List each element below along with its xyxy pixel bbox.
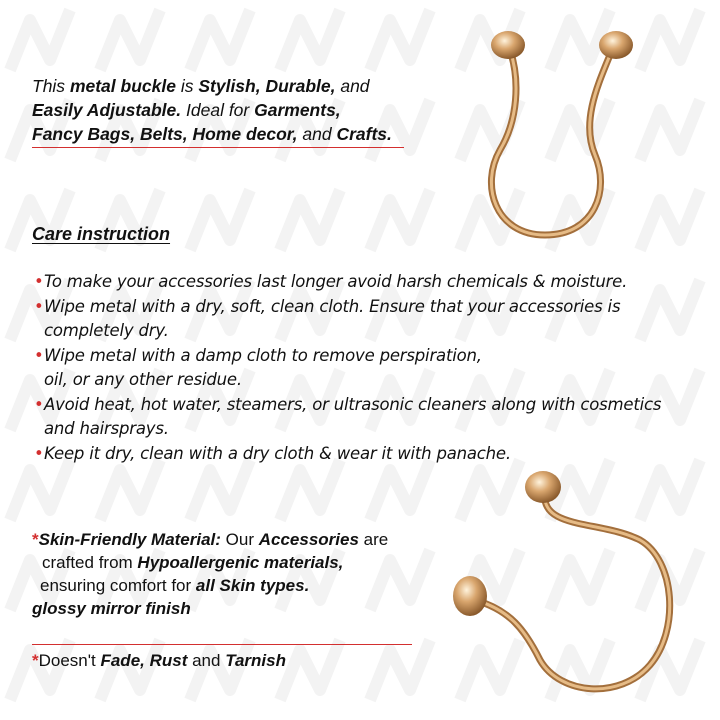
bullet-icon: • — [34, 345, 44, 365]
bullet-icon: • — [34, 443, 44, 463]
care-instruction-title: Care instruction — [32, 224, 171, 244]
list-item: • To make your accessories last longer avoid harsh chemicals & moisture. — [34, 270, 674, 295]
intro-paragraph: This metal buckle is Stylish, Durable, and Easily Adjustable. Ideal for Garments, Fancy Bags, Belts, Home decor, and Crafts. — [32, 76, 392, 144]
skin-friendly-section: *Skin-Friendly Material: Our Accessories are crafted from Hypoallergenic materials, ensuring comfort for all Skin types. glossy mirror finish — [32, 530, 389, 618]
buckle-bottom-image — [440, 460, 680, 710]
intro-divider — [32, 147, 404, 148]
list-item: • Keep it dry, clean with a dry cloth & wear it with panache. — [34, 442, 674, 467]
skin-divider — [32, 644, 412, 645]
list-item: • Wipe metal with a dry, soft, clean cloth. Ensure that your accessories is completely dry. — [34, 296, 621, 340]
bullet-icon: • — [34, 272, 44, 291]
list-item: • Wipe metal with a damp cloth to remove perspiration, oil, or any other residue. — [34, 345, 482, 389]
bullet-icon: • — [34, 394, 44, 414]
bullet-icon: • — [34, 296, 44, 316]
no-fade-note: *Doesn't Fade, Rust and Tarnish — [32, 651, 286, 670]
list-item: • Avoid heat, hot water, steamers, or ultrasonic cleaners along with cosmetics and hairsprays. — [34, 394, 662, 438]
buckle-top-image — [470, 20, 650, 250]
care-instruction-list — [34, 270, 674, 466]
